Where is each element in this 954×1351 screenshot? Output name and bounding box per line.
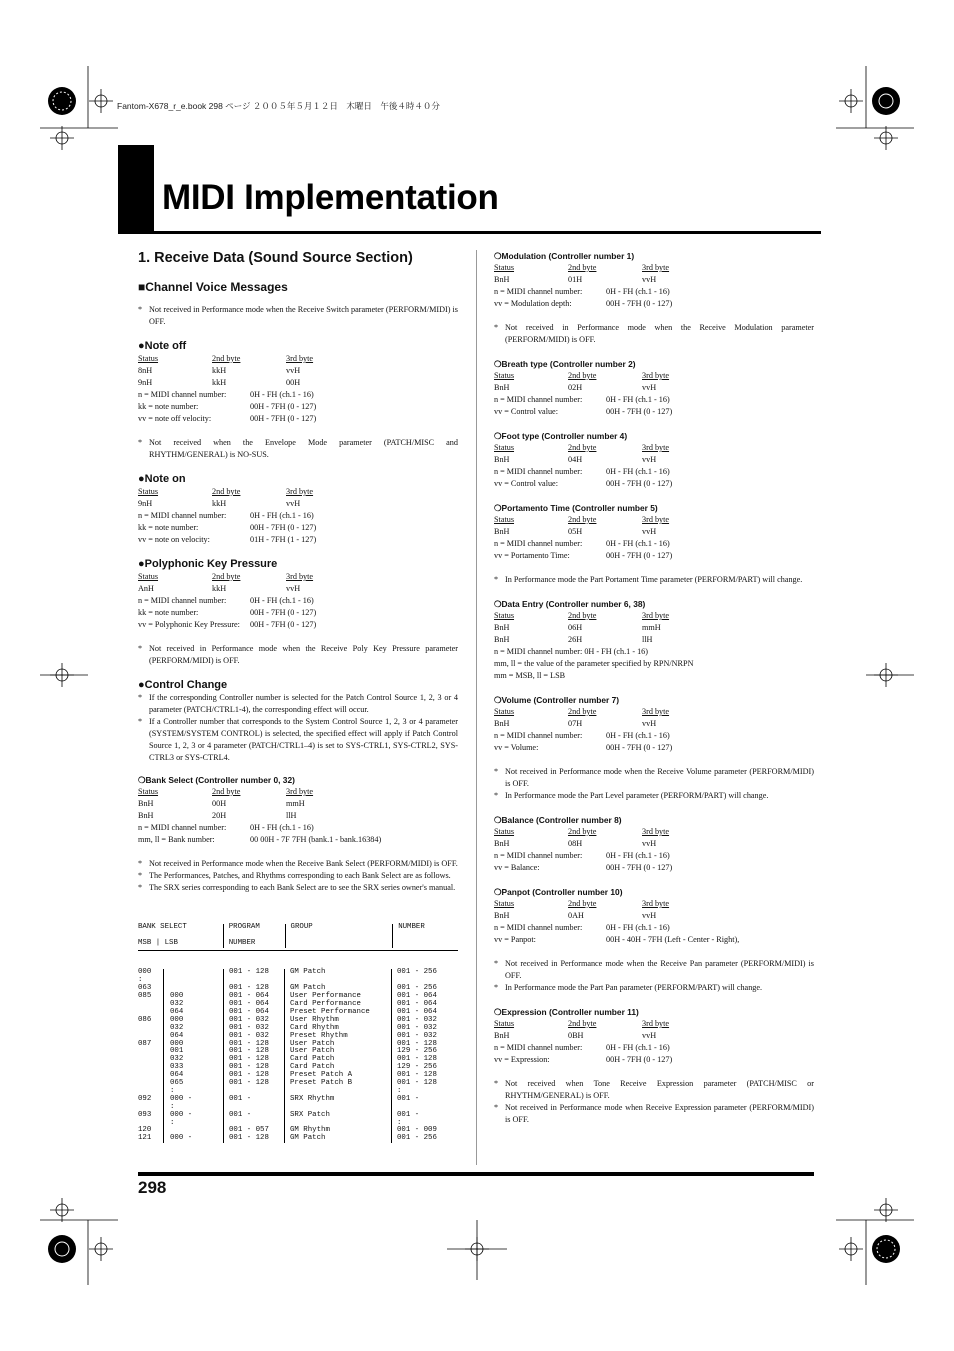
param-row: n = MIDI channel number: 0H - FH (ch.1 - 16)	[494, 395, 670, 404]
param-line: mm, ll = the value of the parameter specified by RPN/NRPN	[494, 659, 694, 668]
file-header-line: Fantom-X678_r_e.book 298 ページ ２００５年５月１２日 木曜日 午後４時４０分	[117, 101, 440, 111]
param-row: kk = note number: 00H - 7FH (0 - 127)	[138, 608, 317, 617]
section-title: 1. Receive Data (Sound Source Section)	[138, 250, 413, 266]
table-row: BnH 00H mmH	[138, 799, 305, 808]
param-row: vv = Modulation depth: 00H - 7FH (0 - 127)	[494, 299, 673, 308]
page-title: MIDI Implementation	[162, 178, 499, 217]
table-row: BnH 05H vvH	[494, 527, 657, 536]
volume-note: * In Performance mode the Part Level parameter (PERFORM/PART) will change.	[494, 791, 769, 800]
volume-note: * Not received in Performance mode when the Receive Volume parameter (PERFORM/MIDI) is OFF.	[494, 767, 814, 788]
param-row: vv = Balance: 00H - 7FH (0 - 127)	[494, 863, 673, 872]
bank-table-row: 065 001 - 128 Preset Patch B 001 - 128	[138, 1080, 458, 1088]
param-row: vv = Polyphonic Key Pressure: 00H - 7FH (0 - 127)	[138, 620, 317, 629]
param-row: n = MIDI channel number: 0H - FH (ch.1 - 16)	[494, 851, 670, 860]
intro-note: * Not received in Performance mode when the Receive Switch parameter (PERFORM/MIDI) is OFF.	[138, 305, 458, 326]
param-row: n = MIDI channel number: 0H - FH (ch.1 - 16)	[494, 467, 670, 476]
data-entry-title: ❍Data Entry (Controller number 6, 38)	[494, 599, 646, 609]
volume-title: ❍Volume (Controller number 7)	[494, 695, 620, 705]
expression-note: * Not received in Performance mode when Receive Expression parameter (PERFORM/MIDI) is OFF.	[494, 1103, 814, 1124]
poly-key-pressure-note: * Not received in Performance mode when the Receive Poly Key Pressure parameter (PERFORM/MIDI) is OFF.	[138, 644, 458, 665]
bank-table-row: 032 001 - 064 Card Performance 001 - 064	[138, 1001, 458, 1009]
param-row: vv = Portamento Time: 00H - 7FH (0 - 127)	[494, 551, 673, 560]
bank-table-row: 000 001 - 128 GM Patch 001 - 256	[138, 969, 458, 977]
breath-header: Status 2nd byte 3rd byte	[494, 371, 670, 380]
bank-table-row: 064 001 - 064 Preset Performance 001 - 064	[138, 1009, 458, 1017]
expression-title: ❍Expression (Controller number 11)	[494, 1007, 639, 1017]
table-row: BnH 02H vvH	[494, 383, 657, 392]
note-on-header: Status 2nd byte 3rd byte	[138, 487, 314, 496]
param-row: n = MIDI channel number: 0H - FH (ch.1 - 16)	[494, 731, 670, 740]
param-row: n = MIDI channel number: 0H - FH (ch.1 - 16)	[494, 287, 670, 296]
title-rule	[118, 231, 821, 234]
bank-select-note: * Not received in Performance mode when the Receive Bank Select (PERFORM/MIDI) is OFF.	[138, 859, 458, 868]
param-row: n = MIDI channel number: 0H - FH (ch.1 - 16)	[138, 390, 314, 399]
bank-select-note: * The Performances, Patches, and Rhythms corresponding to each Bank Select are as follows.	[138, 871, 451, 880]
table-row: BnH 20H llH	[138, 811, 297, 820]
param-row: n = MIDI channel number: 0H - FH (ch.1 - 16)	[494, 539, 670, 548]
bank-table-row: 120 001 - 057 GM Rhythm 001 - 009	[138, 1127, 458, 1135]
data-entry-header: Status 2nd byte 3rd byte	[494, 611, 670, 620]
bank-table-row: : :	[138, 1088, 458, 1096]
param-row: n = MIDI channel number: 0H - FH (ch.1 - 16)	[494, 1043, 670, 1052]
note-off-title: ●Note off	[138, 340, 187, 352]
bank-table-body	[138, 969, 458, 1143]
modulation-note: * Not received in Performance mode when the Receive Modulation parameter (PERFORM/MIDI) is OFF.	[494, 323, 814, 344]
bank-table-row: 064 001 - 128 Preset Patch A 001 - 128	[138, 1072, 458, 1080]
bank-table-row: 032 001 - 032 Card Rhythm 001 - 032	[138, 1025, 458, 1033]
column-divider	[476, 250, 477, 1165]
table-row: BnH 0BH vvH	[494, 1031, 657, 1040]
portamento-title: ❍Portamento Time (Controller number 5)	[494, 503, 658, 513]
subsection-title: ■Channel Voice Messages	[138, 280, 288, 294]
param-row: n = MIDI channel number: 0H - FH (ch.1 - 16)	[138, 596, 314, 605]
bank-table-row: :	[138, 977, 458, 985]
panpot-title: ❍Panpot (Controller number 10)	[494, 887, 623, 897]
table-row: BnH 08H vvH	[494, 839, 657, 848]
bank-table-row: 033 001 - 128 Card Patch 129 - 256	[138, 1064, 458, 1072]
bank-table-row: : :	[138, 1120, 458, 1128]
portamento-header: Status 2nd byte 3rd byte	[494, 515, 670, 524]
bank-table-row: 121 000 - 001 - 128 GM Patch 001 - 256	[138, 1135, 458, 1143]
param-row: n = MIDI channel number: 0H - FH (ch.1 - 16)	[494, 923, 670, 932]
poly-key-pressure-title: ●Polyphonic Key Pressure	[138, 558, 278, 570]
foot-header: Status 2nd byte 3rd byte	[494, 443, 670, 452]
param-row: vv = Volume: 00H - 7FH (0 - 127)	[494, 743, 673, 752]
note-off-header: Status 2nd byte 3rd byte	[138, 354, 314, 363]
bank-table-row: 086 000 001 - 032 User Rhythm 001 - 032	[138, 1017, 458, 1025]
table-row: BnH 06H mmH	[494, 623, 661, 632]
param-row: n = MIDI channel number: 0H - FH (ch.1 - 16)	[138, 511, 314, 520]
table-row: BnH 01H vvH	[494, 275, 657, 284]
bank-table-row: 001 001 - 128 User Patch 129 - 256	[138, 1048, 458, 1056]
table-row: BnH 26H llH	[494, 635, 653, 644]
expression-note: * Not received when Tone Receive Expression parameter (PATCH/MISC or RHYTHM/GENERAL) is OFF.	[494, 1079, 814, 1100]
control-change-title: ●Control Change	[138, 679, 228, 691]
bank-table-row: :	[138, 1104, 458, 1112]
bank-table-row: 092 000 - 001 - SRX Rhythm 001 -	[138, 1096, 458, 1104]
bank-table-row: 085 000 001 - 064 User Performance 001 - 064	[138, 993, 458, 1001]
title-bar-block	[118, 145, 154, 233]
right-column	[494, 250, 814, 1126]
panpot-header: Status 2nd byte 3rd byte	[494, 899, 670, 908]
bank-table-row: 063 001 - 128 GM Patch 001 - 256	[138, 985, 458, 993]
param-line: n = MIDI channel number: 0H - FH (ch.1 - 16)	[494, 647, 649, 656]
balance-title: ❍Balance (Controller number 8)	[494, 815, 622, 825]
param-row: kk = note number: 00H - 7FH (0 - 127)	[138, 523, 317, 532]
left-column	[138, 250, 458, 1159]
bank-select-table	[138, 908, 458, 1159]
breath-title: ❍Breath type (Controller number 2)	[494, 359, 636, 369]
bank-select-header: Status 2nd byte 3rd byte	[138, 787, 314, 796]
param-row: vv = Panpot: 00H - 40H - 7FH (Left - Center - Right),	[494, 935, 740, 944]
table-row: 9nH kkH 00H	[138, 378, 301, 387]
modulation-header: Status 2nd byte 3rd byte	[494, 263, 670, 272]
control-change-note-2: * If a Controller number that corresponds to the System Control Source 1, 2, 3 or 4 parameter (SYSTEM/SYSTEM CONTROL) is selected, the specified effect will apply if Patch Control Source 1, 2, 3 or 4 parameter (PATCH/CTRL1–4) is set to SYS-CTRL1, SYS-CTRL2, SYS-CTRL3 or SYS-CTRL4.	[138, 717, 458, 762]
balance-header: Status 2nd byte 3rd byte	[494, 827, 670, 836]
bank-table-row: 064 001 - 032 Preset Rhythm 001 - 032	[138, 1033, 458, 1041]
bank-table-row: 032 001 - 128 Card Patch 001 - 128	[138, 1056, 458, 1064]
note-off-note: * Not received when the Envelope Mode parameter (PATCH/MISC and RHYTHM/GENERAL) is NO-SUS.	[138, 438, 458, 459]
bank-table-row: 093 000 - 001 - SRX Patch 001 -	[138, 1112, 458, 1120]
param-line: mm = MSB, ll = LSB	[494, 671, 566, 680]
panpot-note: * In Performance mode the Part Pan parameter (PERFORM/PART) will change.	[494, 983, 763, 992]
note-on-title: ●Note on	[138, 473, 186, 485]
param-row: kk = note number: 00H - 7FH (0 - 127)	[138, 402, 317, 411]
param-row: vv = Expression: 00H - 7FH (0 - 127)	[494, 1055, 673, 1064]
foot-title: ❍Foot type (Controller number 4)	[494, 431, 628, 441]
table-row: BnH 04H vvH	[494, 455, 657, 464]
param-row: mm, ll = Bank number: 00 00H - 7F 7FH (bank.1 - bank.16384)	[138, 835, 382, 844]
portamento-note: * In Performance mode the Part Portament Time parameter (PERFORM/PART) will change.	[494, 575, 803, 584]
table-row: BnH 0AH vvH	[494, 911, 657, 920]
bank-select-note: * The SRX series corresponding to each Bank Select are to see the SRX series owner's manual.	[138, 883, 456, 892]
param-row: vv = Control value: 00H - 7FH (0 - 127)	[494, 407, 673, 416]
page-number: 298	[138, 1178, 167, 1197]
panpot-note: * Not received in Performance mode when the Receive Pan parameter (PERFORM/MIDI) is OFF.	[494, 959, 814, 980]
expression-header: Status 2nd byte 3rd byte	[494, 1019, 670, 1028]
footer-rule	[138, 1172, 814, 1176]
table-row: 9nH kkH vvH	[138, 499, 301, 508]
volume-header: Status 2nd byte 3rd byte	[494, 707, 670, 716]
param-row: vv = note off velocity: 00H - 7FH (0 - 127)	[138, 414, 317, 423]
param-row: vv = Control value: 00H - 7FH (0 - 127)	[494, 479, 673, 488]
modulation-title: ❍Modulation (Controller number 1)	[494, 251, 635, 261]
bank-table-header: BANK SELECT MSB | LSB PROGRAM NUMBER GROUP NUMBER	[138, 924, 458, 951]
param-row: n = MIDI channel number: 0H - FH (ch.1 - 16)	[138, 823, 314, 832]
poly-key-pressure-header: Status 2nd byte 3rd byte	[138, 572, 314, 581]
bank-table-row: 087 000 001 - 128 User Patch 001 - 128	[138, 1041, 458, 1049]
table-row: 8nH kkH vvH	[138, 366, 301, 375]
table-row: BnH 07H vvH	[494, 719, 657, 728]
control-change-note-1: * If the corresponding Controller number is selected for the Patch Control Source 1, 2, 3 or 4 parameter (PATCH/CTRL1-4), the corresponding effect will occur.	[138, 693, 458, 714]
param-row: vv = note on velocity: 01H - 7FH (1 - 127)	[138, 535, 317, 544]
table-row: AnH kkH vvH	[138, 584, 301, 593]
bank-select-title: ❍Bank Select (Controller number 0, 32)	[138, 775, 295, 785]
